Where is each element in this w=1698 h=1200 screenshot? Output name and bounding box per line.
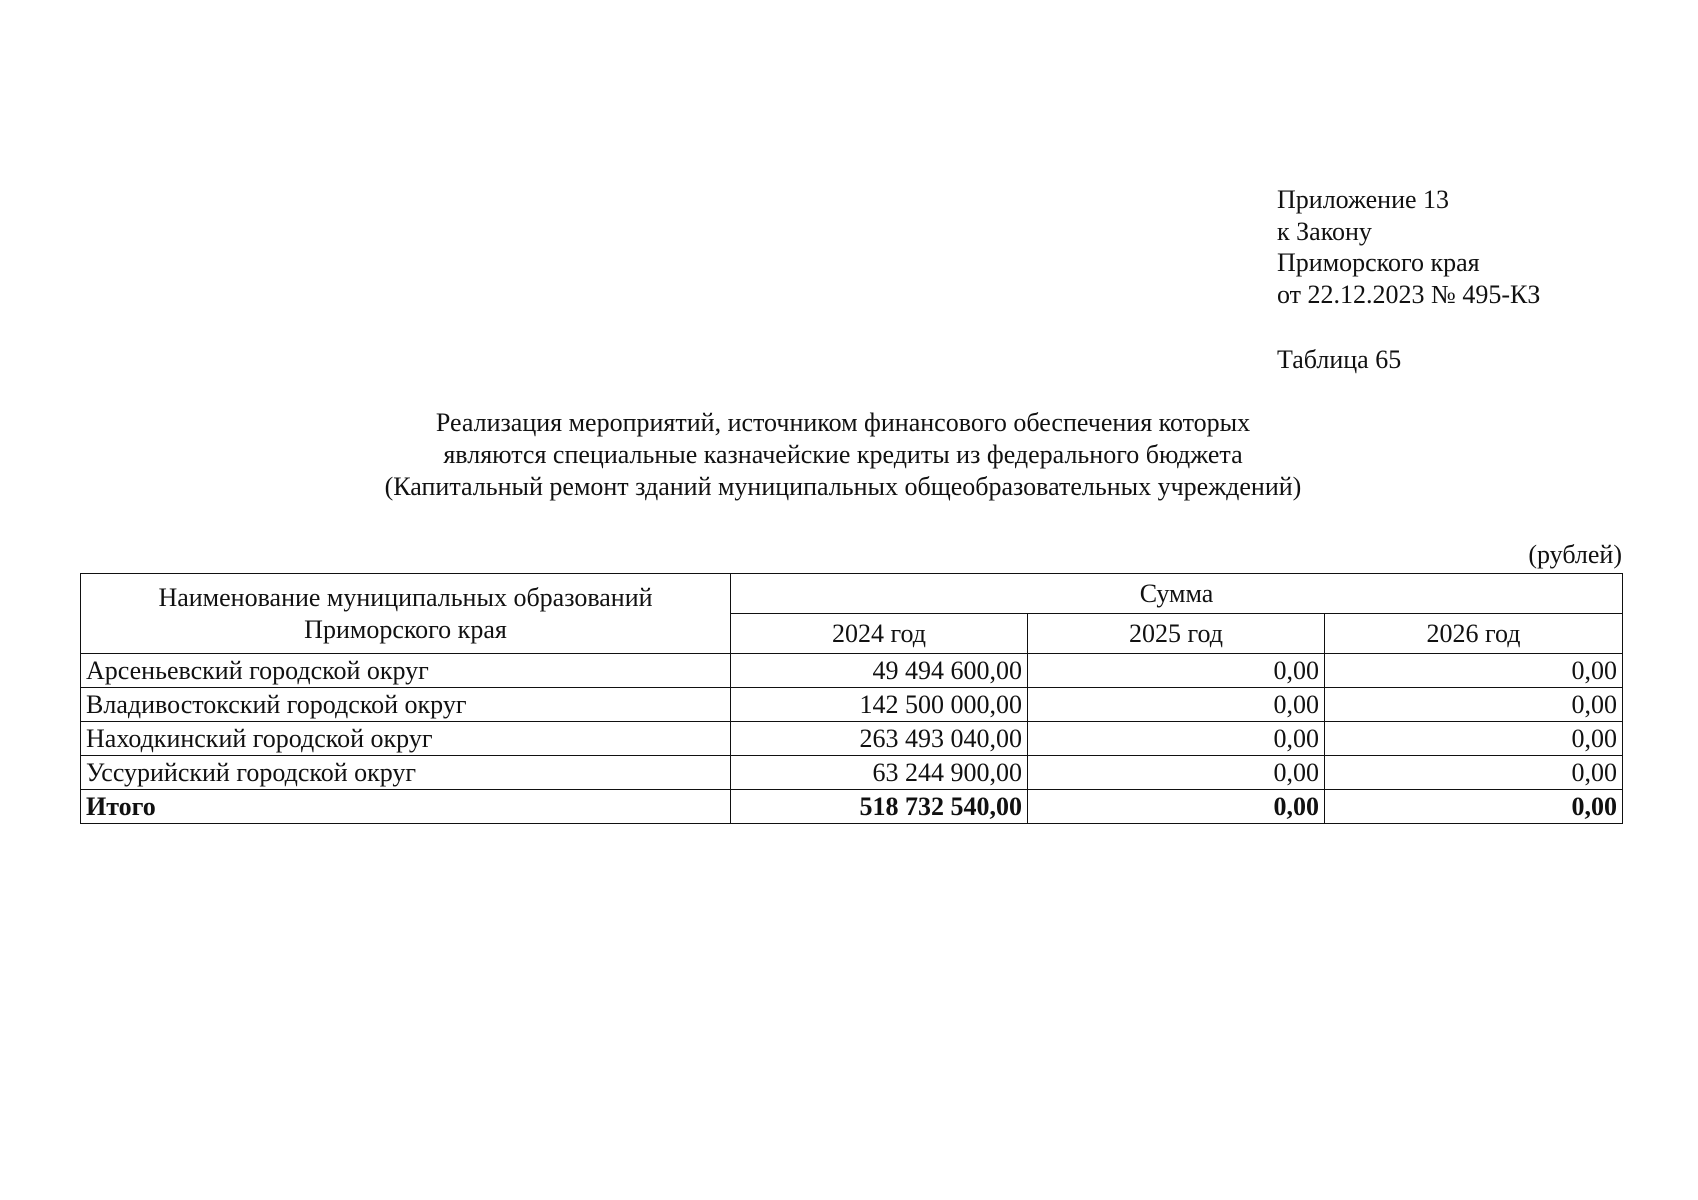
- total-2024: 518 732 540,00: [731, 790, 1028, 824]
- total-row: [81, 790, 1623, 824]
- title-line: являются специальные казначейские кредиты из федерального бюджета: [443, 440, 1243, 469]
- table-row: [81, 756, 1623, 790]
- header-year: 2026 год: [1325, 614, 1623, 654]
- total-2025: 0,00: [1028, 790, 1325, 824]
- municipality-name: Владивостокский городской округ: [81, 688, 731, 722]
- municipality-name: Арсеньевский городской округ: [81, 654, 731, 688]
- appendix-line: к Закону: [1277, 216, 1372, 246]
- amount-2024: 49 494 600,00: [731, 654, 1028, 688]
- appendix-reference: [1277, 184, 1540, 310]
- header-year: 2025 год: [1028, 614, 1325, 654]
- appendix-line: Приморского края: [1277, 248, 1480, 277]
- units-label: (рублей): [1528, 540, 1622, 569]
- amount-2025: 0,00: [1028, 688, 1325, 722]
- amount-2026: 0,00: [1325, 722, 1623, 756]
- title-line: Реализация мероприятий, источником финансового обеспечения которых: [435, 408, 1251, 437]
- document-title: [0, 407, 1698, 503]
- table-number: Таблица 65: [1277, 345, 1402, 374]
- total-label: Итого: [81, 790, 731, 824]
- amount-2024: 142 500 000,00: [731, 688, 1028, 722]
- municipality-name: Находкинский городской округ: [81, 722, 731, 756]
- amount-2025: 0,00: [1028, 722, 1325, 756]
- table-row: [81, 722, 1623, 756]
- total-2026: 0,00: [1325, 790, 1623, 824]
- amount-2024: 263 493 040,00: [731, 722, 1028, 756]
- amount-2025: 0,00: [1028, 756, 1325, 790]
- title-line: (Капитальный ремонт зданий муниципальных общеобразовательных учреждений): [384, 472, 1302, 501]
- header-sum: Сумма: [731, 574, 1623, 614]
- amount-2024: 63 244 900,00: [731, 756, 1028, 790]
- amount-2025: 0,00: [1028, 654, 1325, 688]
- amount-2026: 0,00: [1325, 756, 1623, 790]
- municipality-name: Уссурийский городской округ: [81, 756, 731, 790]
- header-year: 2024 год: [731, 614, 1028, 654]
- table-row: [81, 654, 1623, 688]
- header-municipality: Наименование муниципальных образований Приморского края: [81, 574, 731, 654]
- amount-2026: 0,00: [1325, 654, 1623, 688]
- table-row: [81, 688, 1623, 722]
- amount-2026: 0,00: [1325, 688, 1623, 722]
- appendix-line: от 22.12.2023 № 495-КЗ: [1277, 279, 1541, 309]
- appendix-line: Приложение 13: [1277, 185, 1450, 214]
- budget-table: [80, 573, 1623, 824]
